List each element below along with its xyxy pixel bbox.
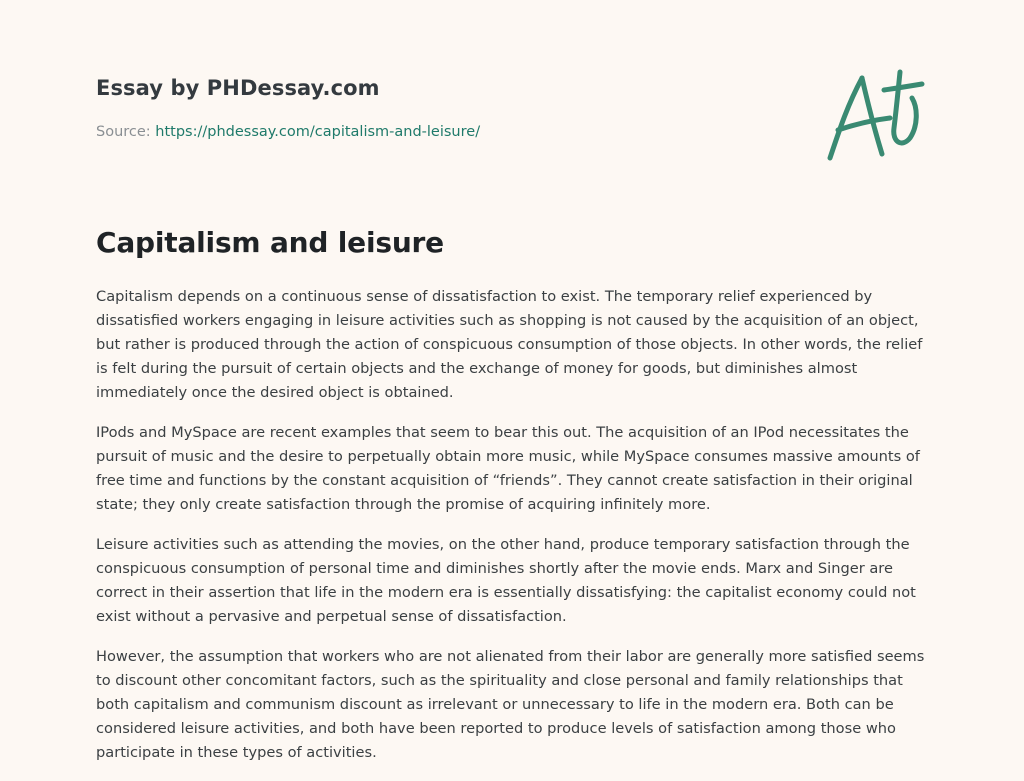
source-label: Source: — [96, 124, 156, 140]
article-title: Capitalism and leisure — [96, 226, 444, 259]
a-plus-logo-svg — [822, 68, 928, 164]
a-plus-logo-icon — [822, 68, 928, 164]
article-paragraph: However, the assumption that workers who are not alienated from their labor are generally more satisfied seems to discount other concomitant factors, such as the spirituality and close personal and family relationships that both capitalism and communism discount as irrelevant or unnecessary to life in the modern era. Both can be considered leisure activities, and both have been reported to produce levels of satisfaction among those who participate in these types of activities. — [96, 648, 925, 761]
article-paragraph: IPods and MySpace are recent examples that seem to bear this out. The acquisition of an IPod necessitates the pursuit of music and the desire to perpetually obtain more music, while MySpace consumes massive amounts of free time and functions by the constant acquisition of “friends”. They cannot create satisfaction in their original state; they only create satisfaction through the promise of acquiring infinitely more. — [96, 424, 920, 513]
article-body — [96, 285, 936, 781]
page-header — [96, 76, 796, 100]
brand-title: Essay by PHDessay.com — [96, 76, 380, 100]
source-line — [96, 124, 480, 140]
article-paragraph: Capitalism depends on a continuous sense of dissatisfaction to exist. The temporary relief experienced by dissatisfied workers engaging in leisure activities such as shopping is not caused by the acquisition of an object, but rather is produced through the action of conspicuous consumption of those objects. In other words, the relief is felt during the pursuit of certain objects and the exchange of money for goods, but diminishes almost immediately once the desired object is obtained. — [96, 288, 923, 401]
article-paragraph: Leisure activities such as attending the movies, on the other hand, produce temporary satisfaction through the conspicuous consumption of personal time and diminishes shortly after the movie ends. Marx and Singer are correct in their assertion that life in the modern era is essentially dissatisfying: the capitalist economy could not exist without a pervasive and perpetual sense of dissatisfaction. — [96, 536, 916, 625]
source-link[interactable]: https://phdessay.com/capitalism-and-leisure/ — [155, 124, 481, 140]
